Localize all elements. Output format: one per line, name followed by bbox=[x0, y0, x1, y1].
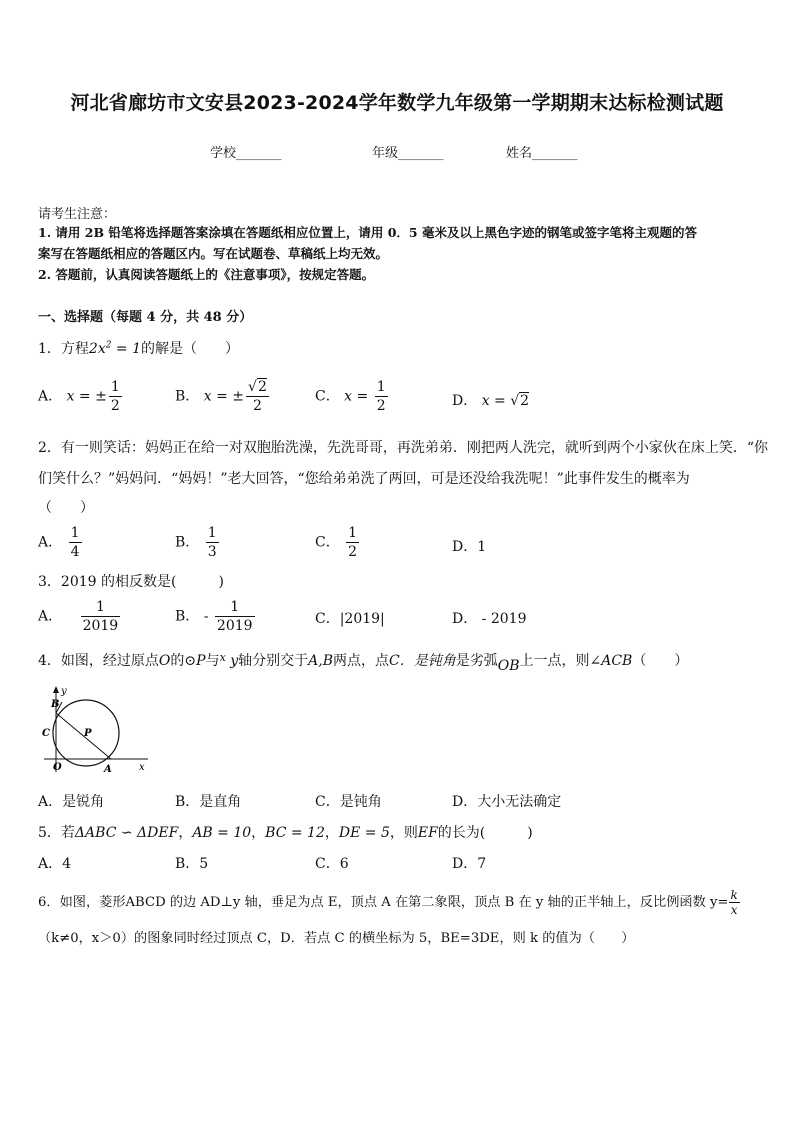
q4-option-b[interactable]: B．是直角 bbox=[175, 794, 242, 810]
q2-option-d[interactable]: D．1 bbox=[452, 539, 487, 555]
q5-similar: ΔABC ∽ ΔDEF bbox=[74, 825, 179, 841]
q5-option-c[interactable]: C．6 bbox=[315, 856, 349, 872]
q2-line-1: 2．有一则笑话：妈妈正在给一对双胞胎洗澡，先洗哥哥，再洗弟弟．刚把两人洗完，就听到两个小家伙在床上笑．“你 bbox=[38, 440, 769, 456]
q1-stem-prefix: 1．方程 bbox=[38, 341, 89, 357]
q5-option-d[interactable]: D．7 bbox=[452, 856, 487, 872]
q6-line-2: （k≠0，x＞0）的图象同时经过顶点 C，D．若点 C 的横坐标为 5，BE=3DE，则 k 的值为（ ） bbox=[38, 931, 635, 946]
q3-a-numerator: 1 bbox=[95, 599, 105, 615]
school-field: 学校_______ bbox=[210, 146, 282, 161]
q4-option-a[interactable]: A．是锐角 bbox=[38, 794, 105, 810]
q3-b-denominator: 2019 bbox=[216, 618, 253, 634]
q1-stem-suffix: 的解是（ ） bbox=[141, 341, 240, 357]
q4-s7: 上一点，则∠ bbox=[519, 653, 602, 669]
q4-s8: （ ） bbox=[632, 653, 689, 669]
q4-p: P bbox=[196, 653, 206, 669]
q6-line-1 bbox=[38, 888, 742, 917]
q4-ob: OB bbox=[497, 658, 520, 674]
label-p: P bbox=[84, 728, 92, 739]
q2-b-label: B． bbox=[175, 534, 200, 551]
label-b: B bbox=[51, 699, 60, 710]
q1-option-b[interactable]: B． x = ± $\frac{√2}{2}$ bbox=[175, 379, 267, 414]
q6-line-1-text: 6．如图，菱形ABCD 的边 AD⊥y 轴，垂足为点 E，顶点 A 在第二象限，顶点 B 在 y 轴的正半轴上，反比例函数 y= bbox=[38, 895, 729, 910]
q5-s2: ，则 bbox=[389, 825, 418, 841]
q4-s4: 轴分别交于 bbox=[238, 653, 309, 669]
q1-d-label: D． bbox=[452, 393, 478, 409]
q1-option-a[interactable]: A． x = ± $\frac{1}{2}$ bbox=[38, 379, 120, 414]
q5-stem: 5．若ΔABC ∽ ΔDEF，AB = 10，BC = 12，DE = 5，则EF的长为( ) bbox=[38, 825, 533, 841]
q3-b-numerator: 1 bbox=[230, 599, 240, 615]
q4-acb: ACB bbox=[601, 653, 633, 669]
y-axis-arrow bbox=[53, 686, 59, 693]
label-x: x bbox=[139, 762, 145, 773]
q1-option-c[interactable]: C． x = $\frac{1}{2}$ bbox=[315, 379, 386, 414]
q5-ab: AB = 10 bbox=[192, 825, 252, 841]
notice-line-2: 案写在答题纸相应的答题区内。写在试题卷、草稿纸上均无效。 bbox=[38, 246, 389, 261]
q2-option-a[interactable]: A． $\frac{1}{4}$ bbox=[38, 525, 80, 560]
q2-c-label: C． bbox=[315, 534, 340, 551]
label-o: O bbox=[53, 762, 62, 773]
q3-stem: 3．2019 的相反数是( ) bbox=[38, 574, 224, 590]
name-field: 姓名_______ bbox=[506, 146, 578, 161]
q1-c-label: C． bbox=[315, 388, 340, 405]
q5-bc: BC = 12 bbox=[265, 825, 325, 841]
q1-equation: $2x^2 = 1$ bbox=[88, 340, 142, 357]
q3-a-denominator: 2019 bbox=[82, 618, 119, 634]
q5-s3: 的长为( ) bbox=[437, 825, 533, 841]
notice-line-3: 2. 答题前，认真阅读答题纸上的《注意事项》，按规定答题。 bbox=[38, 267, 375, 282]
label-c: C bbox=[42, 728, 50, 739]
q5-option-a[interactable]: A．4 bbox=[38, 856, 72, 872]
q1-stem bbox=[38, 338, 239, 358]
q4-option-d[interactable]: D．大小无法确定 bbox=[452, 794, 562, 810]
q3-option-a[interactable] bbox=[38, 598, 122, 635]
q2-option-b[interactable]: B． $\frac{1}{3}$ bbox=[175, 525, 217, 560]
q4-y: y bbox=[230, 653, 239, 669]
q3-option-c[interactable]: C．|2019| bbox=[315, 611, 385, 627]
q1-a-label: A． bbox=[38, 388, 63, 405]
q1-b-label: B． bbox=[175, 388, 200, 405]
section-heading: 一、选择题（每题 4 分，共 48 分） bbox=[38, 310, 253, 325]
q4-option-c[interactable]: C．是钝角 bbox=[315, 794, 382, 810]
q2-line-2: 们笑什么？”妈妈问．“妈妈！”老大回答，“您给弟弟洗了两回，可是还没给我洗呢！”此事件发生的概率为 bbox=[38, 471, 690, 487]
q4-x: x bbox=[219, 651, 226, 664]
q4-c: C．是钝角 bbox=[389, 653, 456, 669]
q4-figure bbox=[36, 684, 156, 774]
q4-o: O bbox=[158, 653, 171, 669]
grade-field: 年级_______ bbox=[372, 146, 444, 161]
notice-line-1: 1. 请用 2B 铅笔将选择题答案涂填在答题纸相应位置上，请用 0．5 毫米及以上黑色字迹的钢笔或签字笔将主观题的答 bbox=[38, 225, 697, 240]
label-y: y bbox=[61, 686, 67, 697]
q2-line-3: （ ） bbox=[38, 500, 94, 516]
q1-option-d[interactable]: D． x = √2 bbox=[452, 393, 530, 409]
q4-stem bbox=[38, 650, 688, 674]
q4-s6: 是劣弧 bbox=[455, 653, 498, 669]
q3-option-d[interactable]: D． - 2019 bbox=[452, 611, 527, 627]
q2-a-label: A． bbox=[38, 534, 63, 551]
notice-heading: 请考生注意： bbox=[38, 207, 117, 222]
q4-s2: 的⊙ bbox=[170, 653, 197, 669]
q3-option-b[interactable] bbox=[175, 598, 257, 635]
q5-option-b[interactable]: B．5 bbox=[175, 856, 209, 872]
q6-x: x bbox=[729, 902, 740, 917]
q3-b-label: B． - bbox=[175, 608, 209, 625]
q2-option-c[interactable]: C． $\frac{1}{2}$ bbox=[315, 525, 358, 560]
q5-s1: 5．若 bbox=[38, 825, 75, 841]
q4-s1: 4．如图，经过原点 bbox=[38, 653, 159, 669]
q4-s3: 与 bbox=[205, 653, 220, 669]
q6-k: k bbox=[730, 888, 738, 902]
q4-s5: 两点，点 bbox=[333, 653, 390, 669]
label-a: A bbox=[104, 764, 112, 774]
exam-title: 河北省廊坊市文安县2023-2024学年数学九年级第一学期期末达标检测试题 bbox=[70, 92, 724, 114]
q4-ab: A,B bbox=[308, 653, 334, 669]
q3-a-label: A． bbox=[38, 608, 63, 625]
q5-de: DE = 5 bbox=[338, 825, 390, 841]
q5-ef: EF bbox=[417, 825, 438, 841]
